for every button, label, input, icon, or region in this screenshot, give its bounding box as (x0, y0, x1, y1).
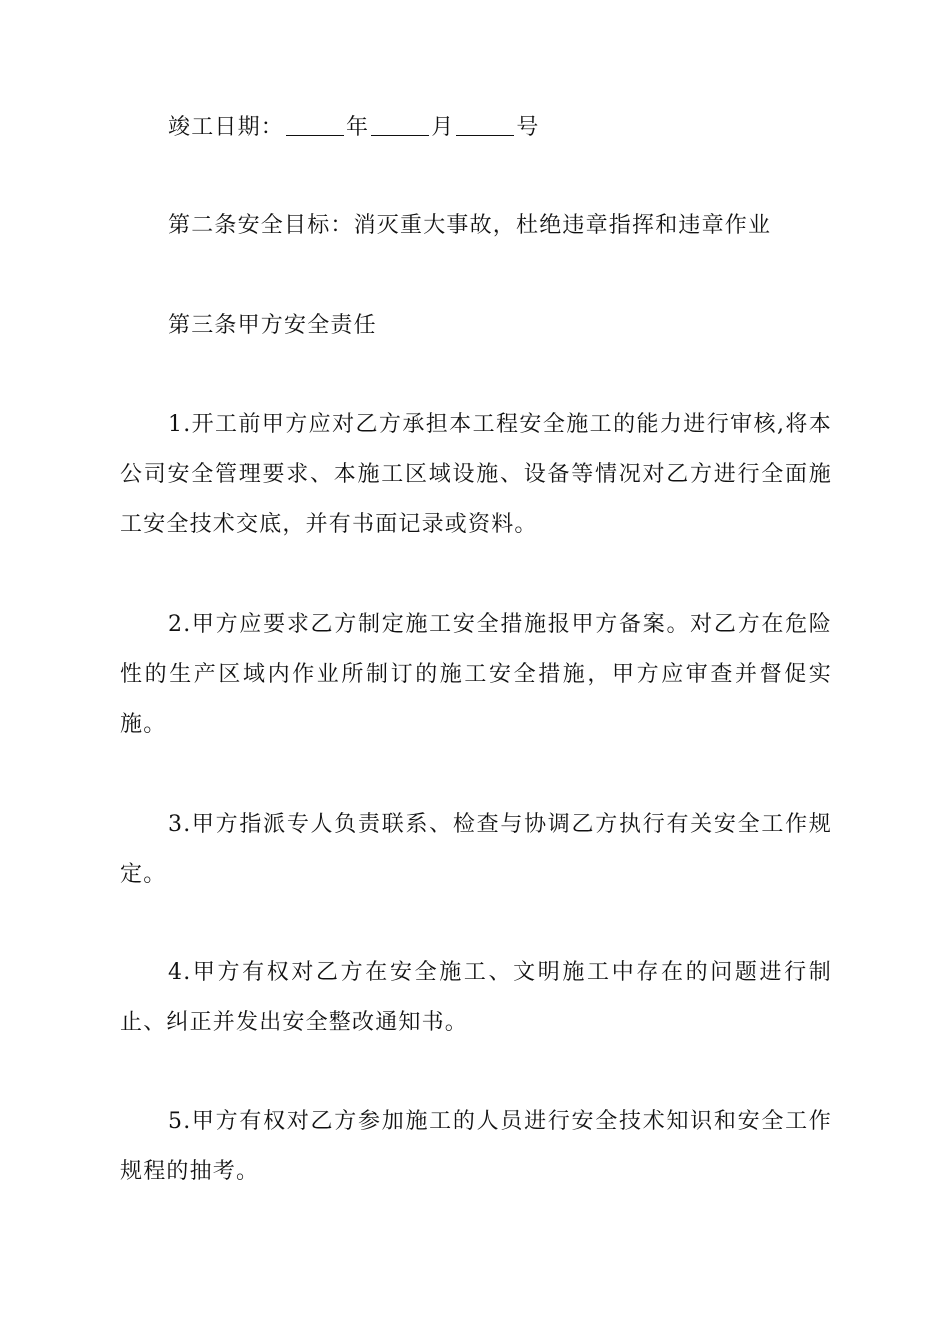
clause-4: 4.甲方有权对乙方在安全施工、文明施工中存在的问题进行制止、纠正并发出安全整改通知书。 (120, 960, 832, 1035)
year-blank (286, 113, 344, 136)
clause-2: 2.甲方应要求乙方制定施工安全措施报甲方备案。对乙方在危险性的生产区域内作业所制订的施工安全措施，甲方应审查并督促实施。 (120, 612, 832, 737)
clause-3: 3.甲方指派专人负责联系、检查与协调乙方执行有关安全工作规定。 (120, 812, 832, 887)
year-label: 年 (346, 115, 370, 140)
completion-date-label: 竣工日期： (168, 115, 285, 140)
month-blank (371, 113, 429, 136)
month-label: 月 (431, 115, 455, 140)
article-3-heading: 第三条甲方安全责任 (168, 313, 377, 338)
day-label: 号 (516, 115, 540, 140)
completion-date-line (120, 103, 832, 153)
clause-1: 1.开工前甲方应对乙方承担本工程安全施工的能力进行审核,将本公司安全管理要求、本施工区域设施、设备等情况对乙方进行全面施工安全技术交底，并有书面记录或资料。 (120, 412, 832, 537)
day-blank (456, 113, 514, 136)
clause-5: 5.甲方有权对乙方参加施工的人员进行安全技术知识和安全工作规程的抽考。 (120, 1109, 832, 1184)
article-2-safety-goal: 第二条安全目标：消灭重大事故，杜绝违章指挥和违章作业 (168, 213, 772, 238)
